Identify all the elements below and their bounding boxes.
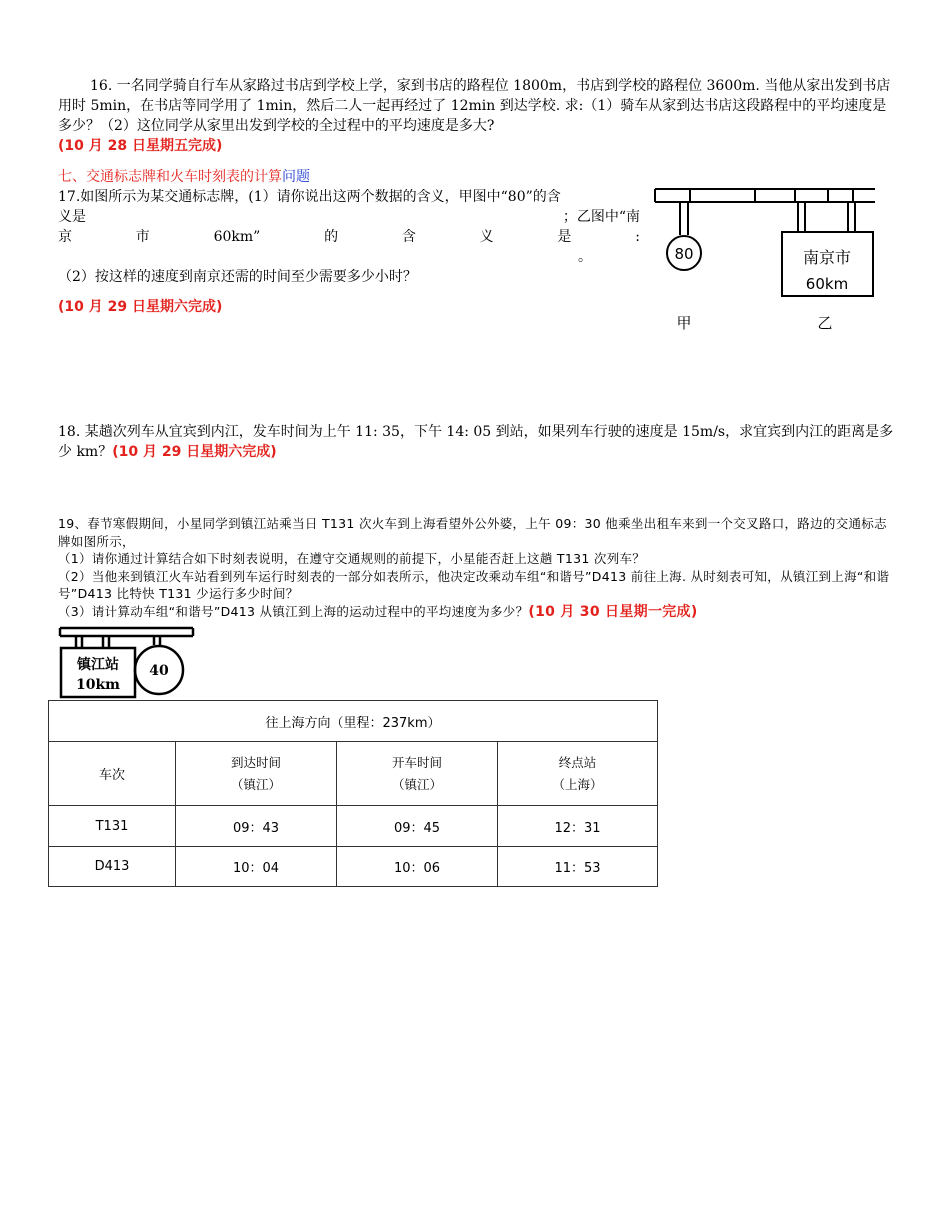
section-7-title — [58, 167, 894, 187]
question-16-deadline: (10 月 28 日星期五完成) — [58, 138, 223, 154]
sign-city-distance: 60km — [805, 275, 849, 293]
traffic-sign-figure-19 — [58, 625, 198, 700]
table-cell-train: T131 — [49, 806, 176, 847]
question-17 — [58, 187, 648, 317]
train-timetable — [48, 700, 658, 887]
question-17-line2-left: 义是 — [58, 209, 86, 225]
question-18-deadline: (10 月 29 日星期六完成) — [112, 444, 277, 460]
section-7-title-red: 七、交通标志牌和火车时刻表的计算 — [58, 169, 282, 185]
timetable-header-sub: （镇江） — [391, 776, 442, 792]
question-17-word: 的 — [324, 229, 339, 245]
timetable-header-departure — [337, 742, 498, 806]
table-cell-arrival: 10：04 — [176, 847, 337, 887]
table-cell-terminal: 12：31 — [498, 806, 658, 847]
question-17-line2-right: ；乙图中“南 — [562, 209, 640, 225]
question-19-part2: （2）当他来到镇江火车站看到列车运行时刻表的一部分如表所示，他决定改乘动车组“和谐号”D413 前往上海. 从时刻表可知，从镇江到上海“和谐号”D413 比特快 T131 少运行多少时间？ — [58, 568, 890, 601]
timetable-header-main: 终点站 — [558, 754, 597, 770]
table-cell-terminal: 11：53 — [498, 847, 658, 887]
question-17-word: : — [635, 229, 640, 245]
timetable-header-main: 开车时间 — [391, 754, 442, 770]
table-cell-departure: 10：06 — [337, 847, 498, 887]
question-16-text: 16. 一名同学骑自行车从家路过书店到学校上学，家到书店的路程位 1800m，书店到学校的路程位 3600m. 当他从家出发到书店用时 5min，在书店等同学用了 1min，然后二人一起再经过了 12min 到达学校. 求:（1）骑车从家到达书店这段路程中的平均速度是多少？（2）这位同学从家里出发到学校的全过程中的平均速度是多大? — [58, 78, 891, 134]
question-17-word: 京 — [58, 229, 72, 245]
question-17-deadline: (10 月 29 日星期六完成) — [58, 299, 223, 315]
question-17-line3 — [58, 227, 640, 247]
question-17-word: 60km” — [213, 229, 261, 245]
question-19-intro: 19、春节寒假期间，小星同学到镇江站乘当日 T131 次火车到上海看望外公外婆，上午 09：30 他乘坐出租车来到一个交叉路口，路边的交通标志牌如图所示， — [58, 516, 887, 549]
figure-label-b: 乙 — [817, 314, 833, 332]
figure-label-a: 甲 — [676, 314, 692, 332]
question-17-line2 — [58, 207, 640, 227]
question-18-text: 18. 某趟次列车从宜宾到内江，发车时间为上午 11: 35，下午 14: 05 到站，如果列车行驶的速度是 15m/s，求宜宾到内江的距离是多少 km？ — [58, 424, 894, 460]
table-row — [49, 847, 658, 887]
question-17-word: 含 — [401, 229, 416, 245]
question-19-deadline: (10 月 30 日星期一完成) — [528, 603, 698, 620]
question-19 — [58, 515, 894, 621]
question-16 — [58, 76, 894, 156]
table-cell-arrival: 09：43 — [176, 806, 337, 847]
question-17-line1: 17.如图所示为某交通标志牌，(1）请你说出这两个数据的含义，甲图中“80”的含 — [58, 189, 561, 205]
table-cell-departure: 09：45 — [337, 806, 498, 847]
timetable-header-main: 到达时间 — [230, 754, 281, 770]
question-19-part1: （1）请你通过计算结合如下时刻表说明，在遵守交通规则的前提下，小星能否赶上这趟 T131 次列车？ — [58, 551, 646, 566]
timetable-header-arrival — [176, 742, 337, 806]
timetable-header-sub: （镇江） — [230, 776, 281, 792]
question-17-word: 市 — [135, 229, 150, 245]
sign-station-name: 镇江站 — [77, 657, 119, 673]
table-row — [49, 806, 658, 847]
speed-limit-40-value: 40 — [149, 663, 169, 679]
timetable-header-train — [49, 742, 176, 806]
speed-limit-80-value: 80 — [674, 245, 694, 263]
question-17-word: 义 — [479, 229, 494, 245]
traffic-sign-figure-17 — [650, 185, 880, 335]
sign-city-name: 南京市 — [802, 248, 852, 267]
table-cell-train: D413 — [49, 847, 176, 887]
timetable-header-sub: （上海） — [552, 776, 603, 792]
timetable-caption: 往上海方向（里程：237km） — [49, 701, 658, 742]
timetable-header-main: 车次 — [98, 768, 125, 783]
timetable-header-terminal — [498, 742, 658, 806]
question-17-part2: （2）按这样的速度到南京还需的时间至少需要多少小时？ — [58, 269, 417, 285]
sign-station-distance: 10km — [76, 677, 120, 693]
question-19-part3: （3）请计算动车组“和谐号”D413 从镇江到上海的运动过程中的平均速度为多少？ — [58, 603, 529, 619]
question-17-line4: 。 — [578, 249, 592, 265]
question-18 — [58, 422, 894, 462]
question-17-word: 是 — [557, 229, 572, 245]
section-7-title-blue: 问题 — [282, 169, 310, 185]
